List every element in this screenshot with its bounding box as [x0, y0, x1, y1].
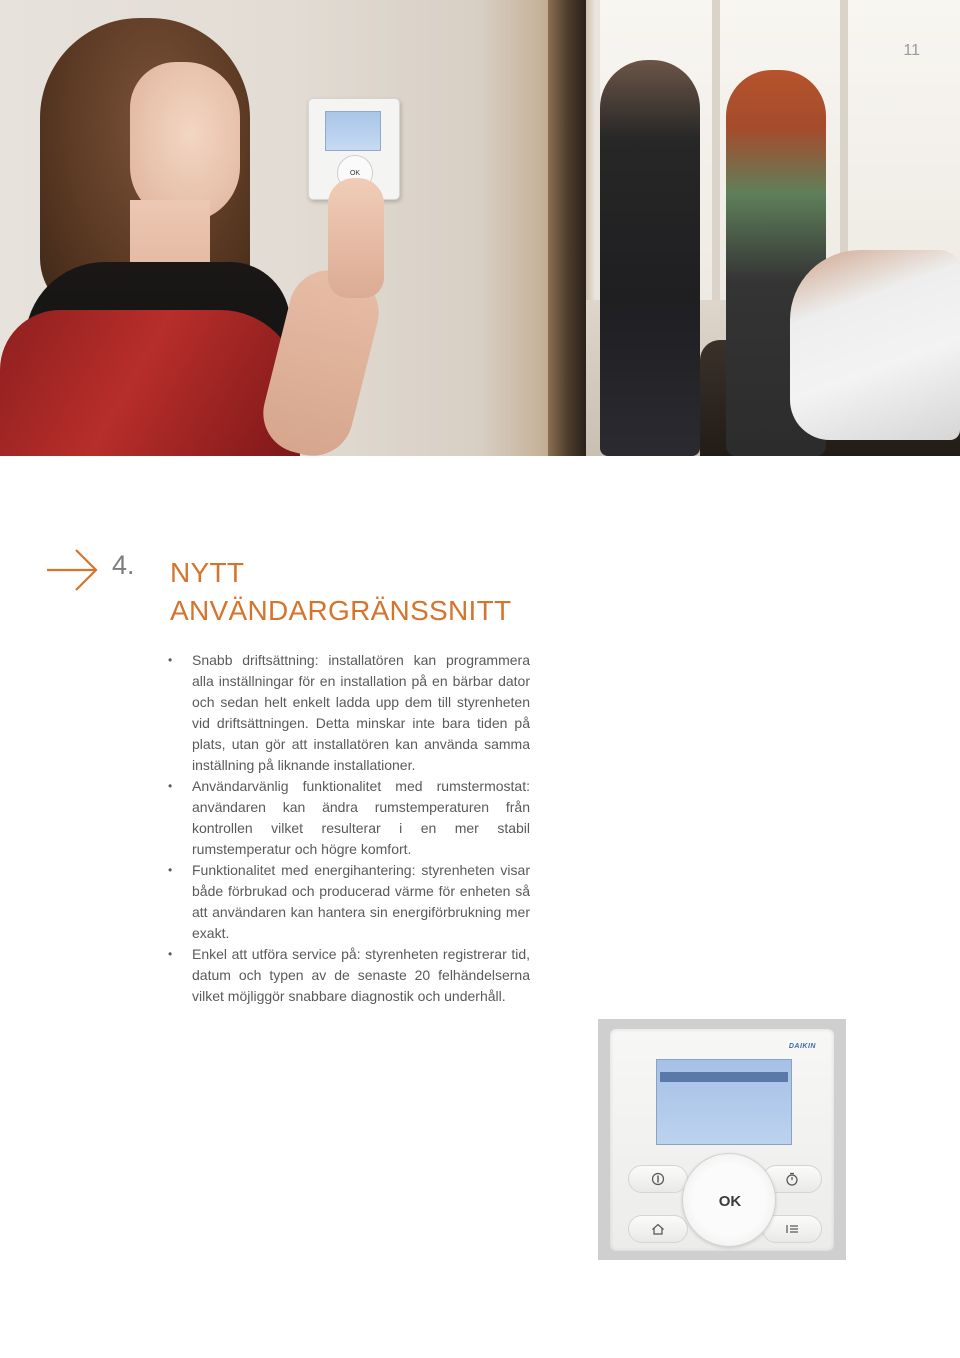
controller-screen	[656, 1059, 792, 1145]
list-item	[166, 650, 530, 776]
home-icon	[651, 1222, 665, 1236]
power-icon	[651, 1172, 665, 1186]
list-item-text: Användarvänlig funktionalitet med rumstermostat: användaren kan ändra rumstemperaturen från kontrollen vilket resulterar i en mer stabil rumstemperatur och högre komfort.	[192, 778, 530, 857]
screen-row	[660, 1082, 788, 1092]
feature-list	[166, 650, 530, 1007]
controller-face	[610, 1029, 834, 1251]
section-title-line-2: ANVÄNDARGRÄNSSNITT	[170, 595, 512, 626]
list-item	[166, 944, 530, 1007]
section-number: 4.	[112, 550, 135, 580]
hero-wall-controller-ok: OK	[337, 155, 373, 191]
screen-row	[660, 1062, 788, 1072]
screen-row	[660, 1092, 788, 1102]
list-item-text: Snabb driftsättning: installatören kan programmera alla inställningar för en installation på en bärbar dator och sedan helt enkelt ladda upp dem till styrenheten vid driftsättningen. Detta minskar inte bara tiden på plats, utan gör att installatören kan använda samma inställning på liknande installationer.	[192, 652, 530, 773]
controller-power-button	[628, 1165, 688, 1193]
timer-icon	[785, 1172, 799, 1186]
screen-row-selected	[660, 1072, 788, 1082]
section-title-line-1: NYTT	[170, 557, 245, 588]
hero-person-man-seated	[790, 250, 960, 440]
hero-woman-hand	[328, 178, 384, 298]
list-item-text: Funktionalitet med energihantering: styrenheten visar både förbrukad och producerad värme för enheten så att användaren kan hantera sin energiförbrukning mer exakt.	[192, 862, 530, 941]
section-title	[170, 554, 590, 630]
menu-list-icon	[785, 1222, 799, 1236]
hero-door-frame	[548, 0, 586, 456]
screen-row	[660, 1122, 788, 1132]
hero-photo	[0, 0, 960, 456]
hero-wall-controller-screen	[325, 111, 381, 151]
screen-row	[660, 1112, 788, 1122]
bullet-dot: •	[168, 947, 173, 961]
bullet-dot: •	[168, 653, 173, 667]
controller-ok-label: OK	[718, 1192, 742, 1210]
hero-window-mullion	[712, 0, 720, 300]
brand-logo: DAIKIN	[788, 1043, 816, 1050]
arrow-right-icon	[46, 548, 100, 592]
bullet-dot: •	[168, 779, 173, 793]
list-item	[166, 776, 530, 860]
screen-row	[660, 1102, 788, 1112]
page-number: 11	[903, 42, 920, 59]
bullet-dot: •	[168, 863, 173, 877]
hero-woman-face	[130, 62, 240, 222]
controller-product-photo	[598, 1019, 846, 1260]
controller-home-button	[628, 1215, 688, 1243]
list-item	[166, 860, 530, 944]
screen-row	[660, 1132, 788, 1142]
hero-woman-scarf	[0, 310, 300, 456]
list-item-text: Enkel att utföra service på: styrenheten registrerar tid, datum och typen av de senaste 20 felhändelserna vilket möjliggör snabbare diagnostik och underhåll.	[192, 946, 530, 1004]
hero-person-man-standing	[600, 60, 700, 456]
controller-ok-dial	[682, 1153, 776, 1247]
